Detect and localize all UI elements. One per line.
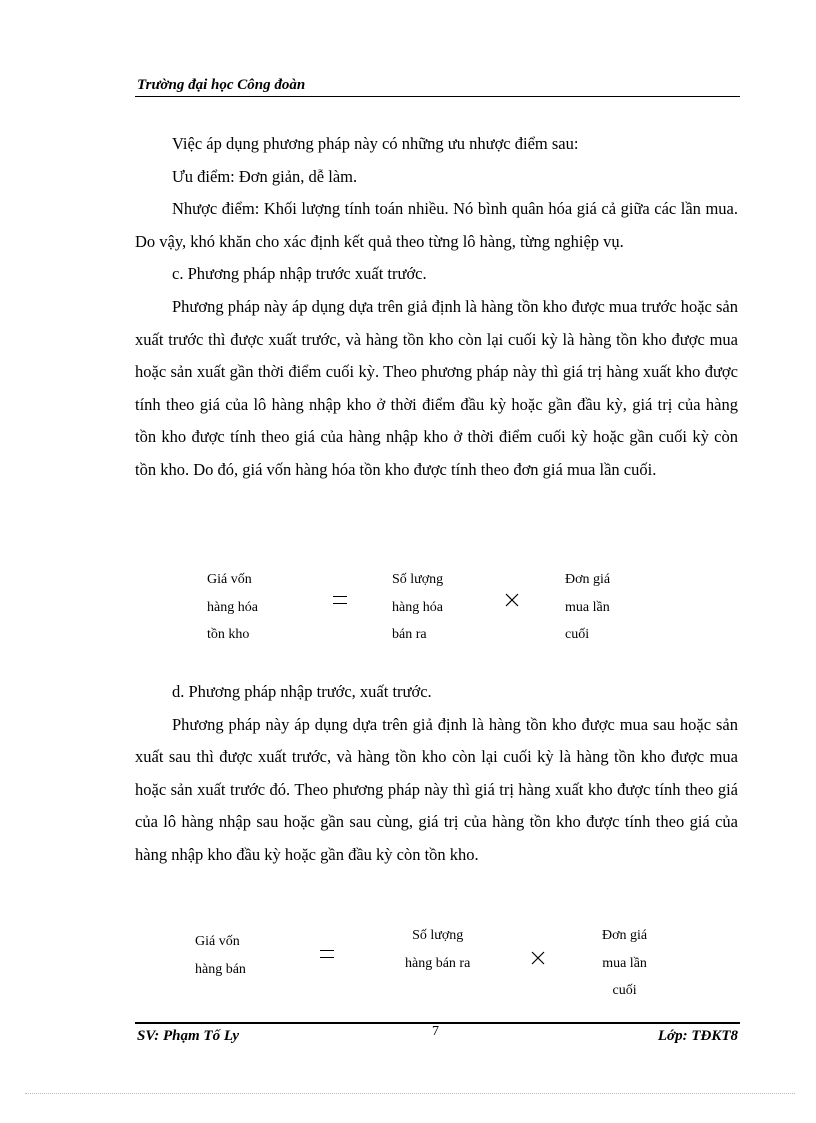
footer-class: Lớp: TĐKT8	[657, 1028, 738, 1044]
paragraph: Phương pháp này áp dụng dựa trên giả định là hàng tồn kho được mua sau hoặc sản xuất sau thì được xuất trước, và hàng tồn kho còn lại cuối kỳ là hàng tồn kho được mua hoặc sản xuất trước đó. Theo phương pháp này thì giá trị hàng xuất kho được tính theo giá của lô hàng nhập sau hoặc gần sau cùng, giá trị của hàng tồn kho được tính theo giá của hàng nhập kho đầu kỳ hoặc gần đầu kỳ còn tồn kho.	[135, 714, 738, 864]
header-rule	[135, 96, 740, 97]
page-edge-divider	[25, 1093, 795, 1094]
formula-mid: Số lượng hàng bán ra	[405, 928, 471, 971]
paragraph: Phương pháp này áp dụng dựa trên giả định là hàng tồn kho được mua trước hoặc sản xuất trước thì được xuất trước, và hàng tồn kho còn lại cuối kỳ là hàng tồn kho được mua hoặc sản xuất gần thời điểm cuối kỳ. Theo phương pháp này thì giá trị hàng xuất kho được tính theo giá của lô hàng nhập kho ở thời điểm đầu kỳ hoặc gần đầu kỳ, giá trị của hàng tồn kho được tính theo giá của hàng nhập kho ở thời điểm cuối kỳ hoặc gần cuối kỳ còn tồn kho. Do đó, giá vốn hàng hóa tồn kho được tính theo đơn giá mua lần cuối.	[135, 296, 738, 479]
paragraph: Nhược điểm: Khối lượng tính toán nhiều. Nó bình quân hóa giá cả giữa các lần mua. Do vậy, khó khăn cho xác định kết quả theo từng lô hàng, từng nghiệp vụ.	[135, 199, 738, 251]
formula-lhs: Giá vốn hàng bán	[195, 934, 246, 977]
formula-rhs: Đơn giá mua lần cuối	[602, 928, 648, 998]
footer-student: SV: Phạm Tố Ly	[137, 1028, 240, 1044]
body-section-1	[135, 128, 738, 487]
paragraph: Ưu điểm: Đơn giản, dễ làm.	[172, 166, 358, 186]
formula-rhs: Đơn giá mua lần cuối	[565, 572, 611, 642]
equals-icon	[320, 950, 334, 958]
page-number: 7	[432, 1024, 439, 1039]
formula-lhs: Giá vốn hàng hóa tồn kho	[207, 572, 258, 642]
multiply-icon	[504, 592, 520, 613]
formula-mid: Số lượng hàng hóa bán ra	[392, 572, 444, 642]
section-heading: c. Phương pháp nhập trước xuất trước.	[172, 264, 427, 284]
body-section-2	[135, 676, 738, 872]
section-heading: d. Phương pháp nhập trước, xuất trước.	[172, 682, 432, 701]
header-title: Trường đại học Công đoàn	[137, 77, 306, 93]
paragraph: Việc áp dụng phương pháp này có những ưu nhược điểm sau:	[172, 134, 579, 153]
multiply-icon	[530, 950, 546, 971]
equals-icon	[333, 596, 347, 604]
